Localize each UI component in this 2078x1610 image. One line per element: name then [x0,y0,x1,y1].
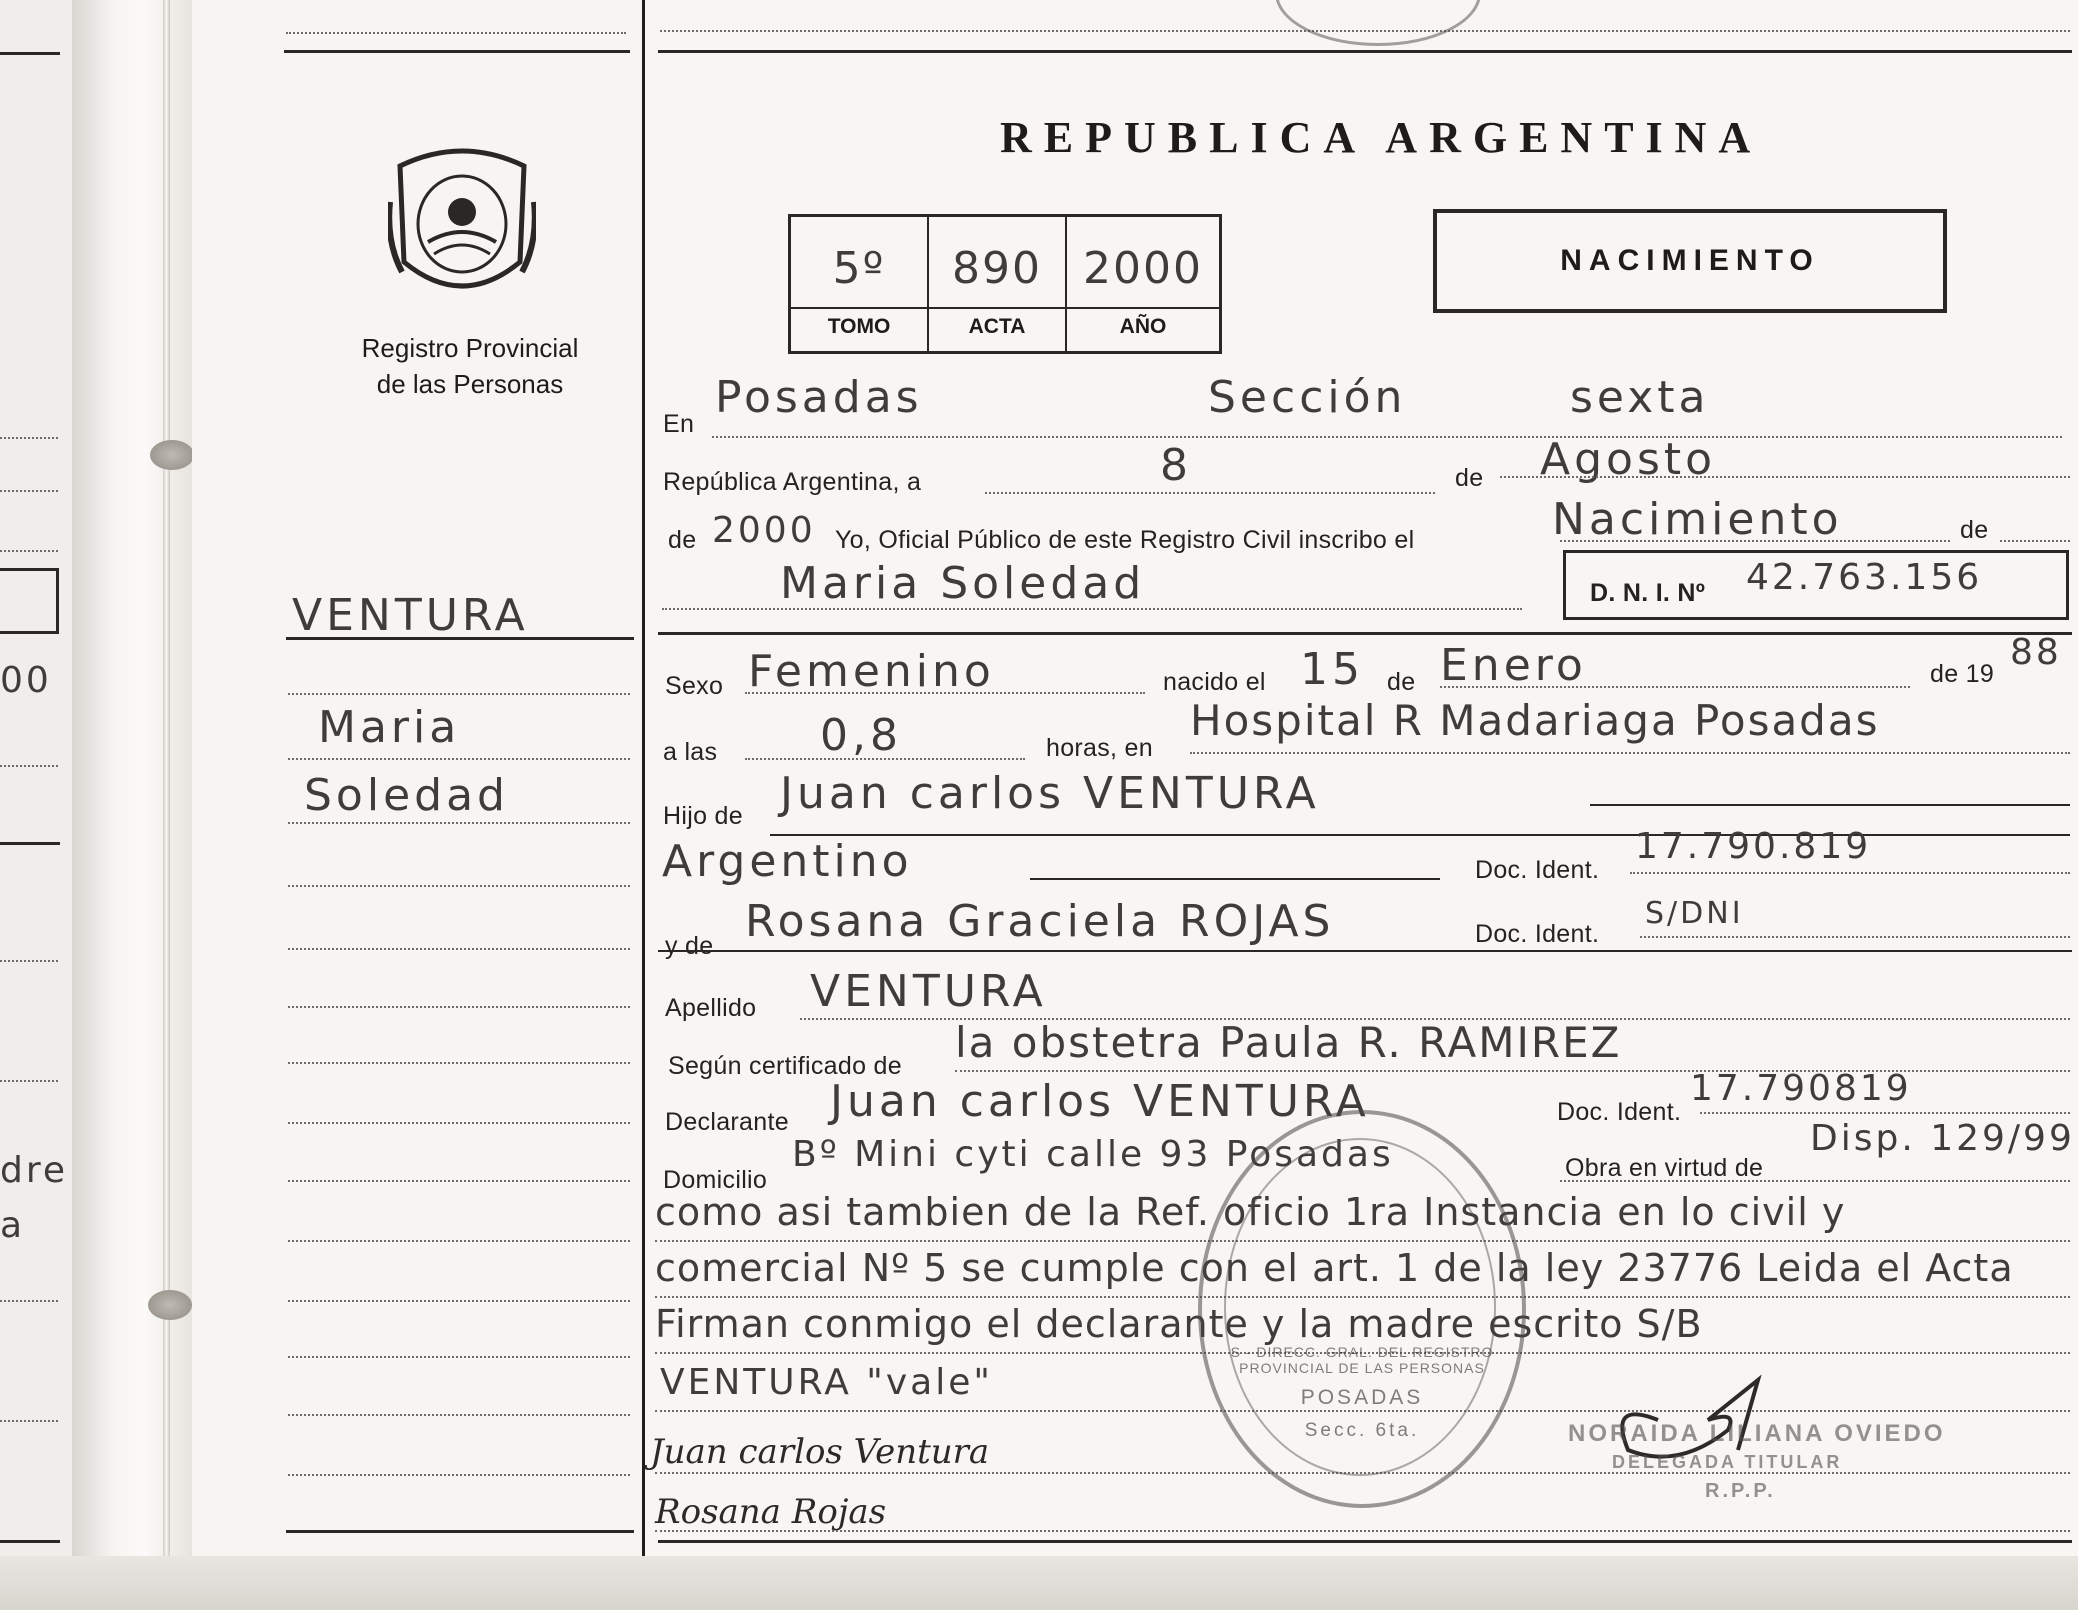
mother-name: Rosana Graciela ROJAS [745,896,1335,947]
official-org: R.P.P. [1705,1480,1776,1502]
agency-line-2: de las Personas [376,369,564,399]
ano-label: AÑO [1067,307,1219,339]
stub-dotted-line [288,948,630,950]
country-title: REPUBLICA ARGENTINA [1000,113,1763,162]
doc-ident-label: Doc. Ident. [1475,856,1600,884]
left-page-rule [0,1540,60,1543]
stub-dotted-line [288,1356,630,1358]
book-gutter [72,0,192,1610]
form-rule [658,632,2072,635]
father-doc: 17.790.819 [1635,826,1872,867]
official-title: DELEGADA TITULAR [1612,1452,1843,1472]
stub-dotted-line [288,885,630,887]
stub-dotted-line [288,1300,630,1302]
left-page-dotted-line [0,960,58,962]
birth-month: Enero [1440,640,1587,691]
page-bottom-edge [0,1556,2078,1610]
act-kind-value: Nacimiento [1552,494,1843,545]
domicilio-label: Domicilio [663,1166,768,1194]
left-page-dotted-line [0,1080,58,1082]
form-dotted-line [745,692,1145,694]
form-dotted-line [1190,752,2070,754]
birth-year-suffix: 88 [2010,632,2062,673]
signature-father: Juan carlos Ventura [650,1432,990,1472]
stub-dotted-line [286,32,626,34]
horas-label: horas, en [1046,734,1153,762]
form-dotted-line [712,436,2062,438]
apellido-value: VENTURA [810,966,1047,1017]
tomo-label: TOMO [791,307,927,339]
domicilio-value: Bº Mini cyti calle 93 Posadas [792,1134,1394,1175]
left-page-fragment: a [0,1205,26,1246]
nacido-label: nacido el [1163,668,1266,696]
stub-dotted-line [288,1414,630,1416]
de-label-2: de [1960,516,1989,544]
left-page-dotted-line [0,490,58,492]
left-page-dotted-line [0,1420,58,1422]
signature-mother: Rosana Rojas [655,1492,887,1532]
tomo-cell [791,217,929,351]
father-nationality: Argentino [662,836,913,887]
form-dotted-line [1700,1112,2070,1114]
stub-rule [286,1530,634,1533]
section-label: Sección [1208,372,1407,423]
left-page-dotted-line [0,765,58,767]
yo-text: Yo, Oficial Público de este Registro Civil inscribo el [835,526,1415,554]
ano-cell [1067,217,1219,351]
declarante-label: Declarante [665,1108,789,1136]
de-label: de [668,526,697,554]
left-page-dotted-line [0,437,58,439]
form-rule [1590,804,2070,806]
stub-rule [284,50,630,53]
stub-dotted-line [288,1474,630,1476]
binding-knot [150,440,194,470]
birth-place: Hospital R Madariaga Posadas [1190,696,1880,745]
declarante-value: Juan carlos VENTURA [830,1076,1370,1127]
de-label: de [1455,464,1484,492]
stub-dotted-line [288,758,630,760]
de-label-3: de [1387,668,1416,696]
stub-first-name: Maria [318,702,461,753]
year-written: 2000 [712,510,816,551]
form-dotted-line [985,492,1435,494]
note-line-2: comercial Nº 5 se cumple con el art. 1 de la ley 23776 Leida el Acta [655,1246,2014,1290]
binding-string [163,0,170,1610]
record-type-box: NACIMIENTO [1433,209,1947,313]
ano-value: 2000 [1083,243,1203,294]
form-rule [658,950,2072,952]
stamp-city: POSADAS [1300,1386,1424,1409]
a-las-label: a las [663,738,718,766]
acta-label: ACTA [929,307,1065,339]
dni-box [1563,550,2069,620]
obra-value: Disp. 129/99 [1810,1118,2075,1159]
stamp-section: Secc. 6ta. [1304,1420,1420,1441]
sexo-label: Sexo [665,672,724,700]
acta-value: 890 [952,243,1042,294]
stub-dotted-line [288,1180,630,1182]
day-value: 8 [1160,440,1192,491]
stub-middle-name: Soledad [304,770,509,821]
registry-box [788,214,1222,354]
left-page-box [0,568,59,634]
month-value: Agosto [1540,434,1717,485]
left-page-dotted-line [0,1300,58,1302]
left-page-edge [0,0,75,1610]
place-value: Posadas [715,372,923,423]
stub-dotted-line [288,822,630,824]
official-name: NORAIDA LILIANA OVIEDO [1568,1420,1946,1447]
form-rule [658,1540,2072,1543]
father-name: Juan carlos VENTURA [780,768,1320,819]
left-page-fragment: 00 [0,660,52,701]
stub-dotted-line [288,693,630,695]
stub-dotted-line [288,1122,630,1124]
birth-day: 15 [1300,644,1364,695]
form-rule [770,834,2070,836]
stub-dotted-line [288,1006,630,1008]
form-dotted-line [1500,476,2070,478]
form-rule [1030,878,1440,880]
hijo-label: Hijo de [663,802,743,830]
stamp-top-text: S - DIRECC. GRAL. DEL REGISTRO PROVINCIAL DE LAS PERSONAS [1230,1344,1494,1376]
agency-line-1: Registro Provincial [361,333,579,363]
dni-value: 42.763.156 [1746,557,1983,598]
y-de-label: y de [665,932,714,960]
form-rule [658,50,2072,53]
obra-label: Obra en virtud de [1565,1154,1764,1182]
binding-knot [148,1290,192,1320]
provincial-seal-icon [388,142,536,304]
form-dotted-line [745,758,1025,760]
en-label: En [663,410,695,438]
left-page-dotted-line [0,550,58,552]
note-line-3: Firman conmigo el declarante y la madre escrito S/B [655,1302,1703,1346]
agency-name [300,330,640,402]
form-dotted-line [2000,540,2070,542]
stub-surname: VENTURA [292,590,529,641]
stub-rule [286,637,634,640]
de19-label: de 19 [1930,660,1995,688]
doc-ident-label-3: Doc. Ident. [1557,1098,1682,1126]
left-page-rule [0,842,60,845]
republica-label: República Argentina, a [663,468,922,496]
stub-dotted-line [288,1240,630,1242]
left-page-fragment: dre [0,1150,69,1191]
official-stamp [1198,1110,1526,1508]
sexo-value: Femenino [748,646,995,697]
declarante-doc: 17.790819 [1690,1068,1912,1109]
stub-dotted-line [288,1062,630,1064]
form-dotted-line [1560,1180,2070,1182]
form-dotted-line [655,1530,2070,1532]
form-dotted-line [1560,540,1950,542]
form-dotted-line [1640,936,2070,938]
acta-cell [929,217,1067,351]
doc-ident-label-2: Doc. Ident. [1475,920,1600,948]
left-page-rule [0,52,60,55]
form-dotted-line [662,608,1522,610]
dni-label: D. N. I. Nº [1590,579,1706,607]
section-value: sexta [1570,372,1710,423]
person-name: Maria Soledad [780,558,1146,609]
hour-value: 0,8 [820,710,902,761]
tomo-value: 5º [832,243,886,294]
certificate-by: la obstetra Paula R. RAMIREZ [955,1018,1622,1067]
mother-doc: S/DNI [1645,896,1744,931]
segun-label: Según certificado de [668,1052,902,1080]
apellido-label: Apellido [665,994,757,1022]
form-dotted-line [1630,872,2070,874]
form-dotted-line [1440,686,1910,688]
note-line-4: VENTURA "vale" [660,1362,993,1403]
note-line-1: como asi tambien de la Ref. oficio 1ra Instancia en lo civil y [655,1190,1846,1234]
